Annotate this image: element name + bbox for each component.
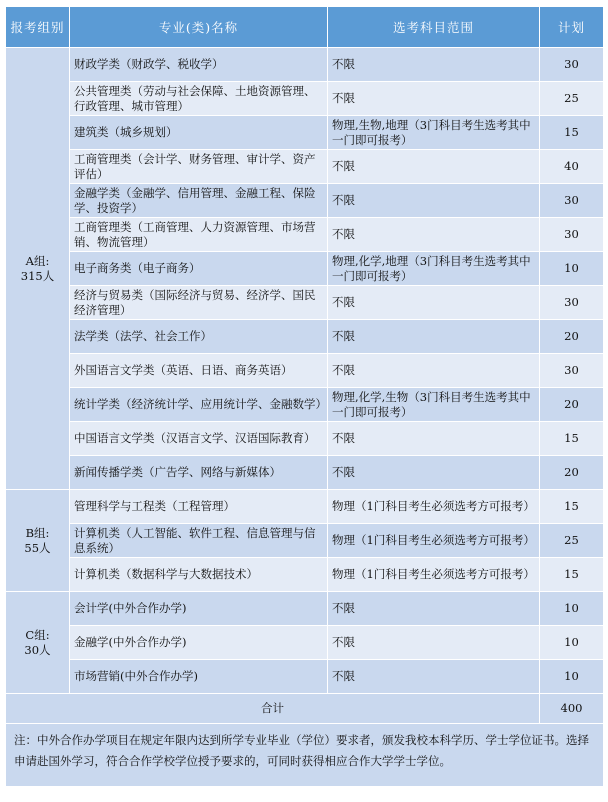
major-cell: 财政学类（财政学、税收学） <box>70 48 328 82</box>
note-row <box>6 724 604 787</box>
table-row <box>6 592 604 626</box>
total-value: 400 <box>540 694 604 724</box>
header-major: 专业(类)名称 <box>70 7 328 48</box>
group-cell: A组: 315人 <box>6 48 70 490</box>
admission-plan-table <box>5 6 604 787</box>
major-cell: 电子商务类（电子商务） <box>70 252 328 286</box>
subjects-cell: 不限 <box>328 184 540 218</box>
header-group: 报考组别 <box>6 7 70 48</box>
subjects-cell: 物理（1门科目考生必须选考方可报考） <box>328 524 540 558</box>
plan-cell: 30 <box>540 184 604 218</box>
plan-cell: 25 <box>540 524 604 558</box>
major-cell: 外国语言文学类（英语、日语、商务英语） <box>70 354 328 388</box>
major-cell: 中国语言文学类（汉语言文学、汉语国际教育） <box>70 422 328 456</box>
table-row <box>6 626 604 660</box>
subjects-cell: 不限 <box>328 592 540 626</box>
subjects-cell: 不限 <box>328 82 540 116</box>
plan-cell: 40 <box>540 150 604 184</box>
plan-cell: 15 <box>540 116 604 150</box>
subjects-cell: 不限 <box>328 660 540 694</box>
subjects-cell: 不限 <box>328 320 540 354</box>
table-row <box>6 354 604 388</box>
table-row <box>6 82 604 116</box>
table-row <box>6 218 604 252</box>
major-cell: 法学类（法学、社会工作） <box>70 320 328 354</box>
header-subjects: 选考科目范围 <box>328 7 540 48</box>
plan-cell: 10 <box>540 660 604 694</box>
major-cell: 金融学类（金融学、信用管理、金融工程、保险学、投资学） <box>70 184 328 218</box>
plan-cell: 25 <box>540 82 604 116</box>
table-row <box>6 150 604 184</box>
plan-cell: 15 <box>540 490 604 524</box>
table-row <box>6 252 604 286</box>
footnote: 注：中外合作办学项目在规定年限内达到所学专业毕业（学位）要求者，颁发我校本科学历、学士学位证书。选择申请赴国外学习，符合合作学校学位授予要求的，可同时获得相应合作大学学士学位。 <box>6 724 604 787</box>
subjects-cell: 不限 <box>328 286 540 320</box>
subjects-cell: 物理（1门科目考生必须选考方可报考） <box>328 558 540 592</box>
plan-cell: 30 <box>540 218 604 252</box>
plan-cell: 15 <box>540 422 604 456</box>
subjects-cell: 物理,化学,地理（3门科目考生选考其中一门即可报考） <box>328 252 540 286</box>
group-cell: C组: 30人 <box>6 592 70 694</box>
plan-cell: 10 <box>540 592 604 626</box>
table-row <box>6 524 604 558</box>
total-label: 合计 <box>6 694 540 724</box>
total-row <box>6 694 604 724</box>
major-cell: 公共管理类（劳动与社会保障、土地资源管理、行政管理、城市管理） <box>70 82 328 116</box>
subjects-cell: 不限 <box>328 150 540 184</box>
major-cell: 统计学类（经济统计学、应用统计学、金融数学） <box>70 388 328 422</box>
major-cell: 金融学(中外合作办学) <box>70 626 328 660</box>
subjects-cell: 不限 <box>328 48 540 82</box>
major-cell: 市场营销(中外合作办学) <box>70 660 328 694</box>
plan-cell: 10 <box>540 252 604 286</box>
table-row <box>6 320 604 354</box>
subjects-cell: 不限 <box>328 218 540 252</box>
table-row <box>6 422 604 456</box>
table-row <box>6 490 604 524</box>
table-row <box>6 456 604 490</box>
major-cell: 建筑类（城乡规划） <box>70 116 328 150</box>
header-row <box>6 7 604 48</box>
table-row <box>6 558 604 592</box>
plan-cell: 15 <box>540 558 604 592</box>
subjects-cell: 不限 <box>328 354 540 388</box>
subjects-cell: 不限 <box>328 456 540 490</box>
subjects-cell: 不限 <box>328 422 540 456</box>
header-plan: 计划 <box>540 7 604 48</box>
major-cell: 计算机类（数据科学与大数据技术） <box>70 558 328 592</box>
table-row <box>6 286 604 320</box>
table-row <box>6 184 604 218</box>
subjects-cell: 不限 <box>328 626 540 660</box>
group-cell: B组: 55人 <box>6 490 70 592</box>
major-cell: 经济与贸易类（国际经济与贸易、经济学、国民经济管理） <box>70 286 328 320</box>
plan-cell: 20 <box>540 388 604 422</box>
table-row <box>6 116 604 150</box>
table-row <box>6 48 604 82</box>
subjects-cell: 物理（1门科目考生必须选考方可报考） <box>328 490 540 524</box>
plan-cell: 30 <box>540 48 604 82</box>
major-cell: 工商管理类（工商管理、人力资源管理、市场营销、物流管理） <box>70 218 328 252</box>
plan-cell: 20 <box>540 456 604 490</box>
plan-cell: 10 <box>540 626 604 660</box>
major-cell: 会计学(中外合作办学) <box>70 592 328 626</box>
major-cell: 工商管理类（会计学、财务管理、审计学、资产评估） <box>70 150 328 184</box>
major-cell: 新闻传播学类（广告学、网络与新媒体） <box>70 456 328 490</box>
major-cell: 计算机类（人工智能、软件工程、信息管理与信息系统） <box>70 524 328 558</box>
table-row <box>6 660 604 694</box>
major-cell: 管理科学与工程类（工程管理） <box>70 490 328 524</box>
plan-cell: 30 <box>540 286 604 320</box>
subjects-cell: 物理,生物,地理（3门科目考生选考其中一门即可报考） <box>328 116 540 150</box>
table-row <box>6 388 604 422</box>
plan-cell: 30 <box>540 354 604 388</box>
plan-cell: 20 <box>540 320 604 354</box>
subjects-cell: 物理,化学,生物（3门科目考生选考其中一门即可报考） <box>328 388 540 422</box>
